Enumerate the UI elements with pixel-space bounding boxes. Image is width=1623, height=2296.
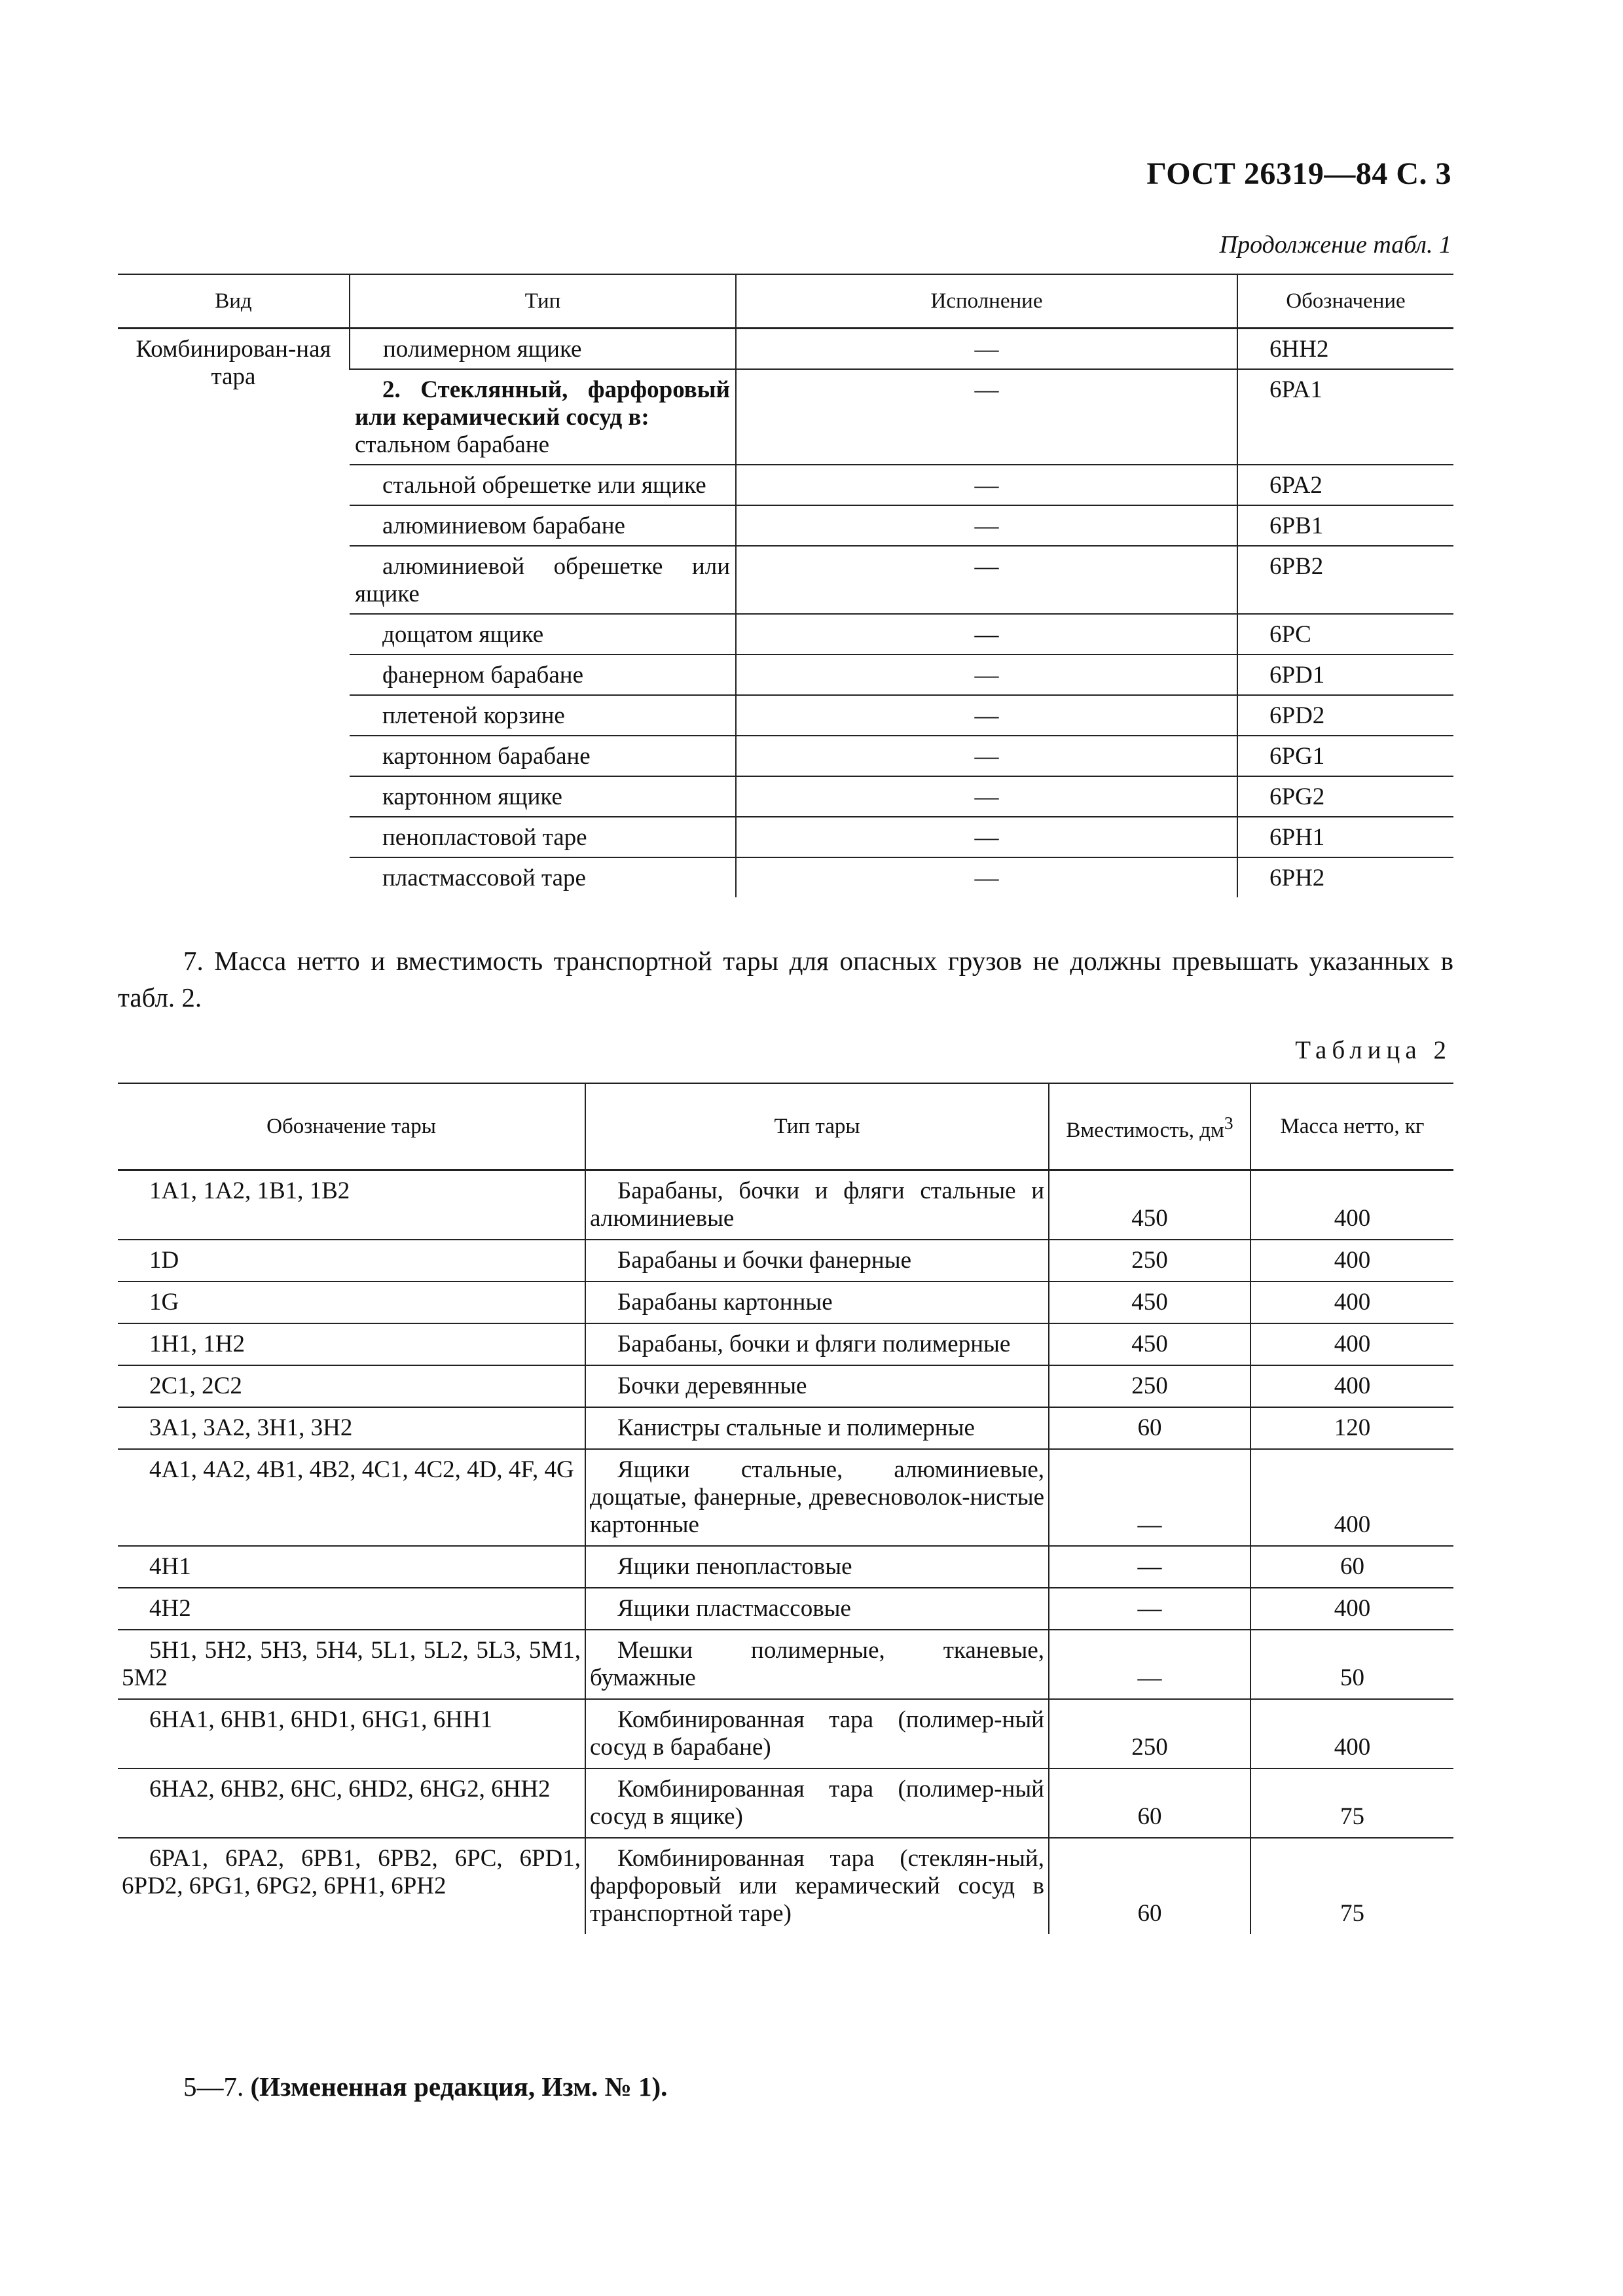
designation-cell: 6PG2 bbox=[1237, 776, 1453, 817]
capacity-cell: — bbox=[1049, 1630, 1250, 1699]
type-cell bbox=[350, 546, 736, 614]
mass-cell: 400 bbox=[1250, 1170, 1453, 1240]
mass-cell: 120 bbox=[1250, 1407, 1453, 1449]
mass-cell: 400 bbox=[1250, 1365, 1453, 1407]
designation-cell: 6PA2 bbox=[1237, 465, 1453, 505]
designation-text: 4A1, 4A2, 4B1, 4B2, 4C1, 4C2, 4D, 4F, 4G bbox=[149, 1456, 574, 1483]
designation-cell: 6PB2 bbox=[1237, 546, 1453, 614]
type-heading: 2. Стеклянный, фарфоровый или керамический сосуд в: bbox=[355, 376, 730, 431]
table-row bbox=[118, 1630, 1453, 1699]
note-text: (Измененная редакция, Изм. № 1). bbox=[250, 2072, 668, 2102]
table-row bbox=[118, 1240, 1453, 1282]
capacity-cell: 250 bbox=[1049, 1699, 1250, 1768]
execution-cell: — bbox=[736, 369, 1237, 465]
type-text: Ящики пластмассовые bbox=[617, 1595, 851, 1622]
type-text: стальном барабане bbox=[355, 431, 550, 458]
type-cell bbox=[350, 329, 736, 370]
designation-cell: 6PH2 bbox=[1237, 857, 1453, 897]
type-cell bbox=[585, 1240, 1049, 1282]
designation-cell: 6HH2 bbox=[1237, 329, 1453, 370]
type-text: Мешки полимерные, тканевые, бумажные bbox=[590, 1637, 1044, 1691]
execution-cell: — bbox=[736, 546, 1237, 614]
type-cell bbox=[350, 776, 736, 817]
mass-cell: 400 bbox=[1250, 1240, 1453, 1282]
capacity-cell: — bbox=[1049, 1546, 1250, 1588]
table-row bbox=[118, 1546, 1453, 1588]
type-cell bbox=[585, 1407, 1049, 1449]
designation-text: 6PA1, 6PA2, 6PB1, 6PB2, 6PC, 6PD1, 6PD2, 6PG1, 6PG2, 6PH1, 6PH2 bbox=[122, 1845, 581, 1899]
table-row bbox=[118, 1323, 1453, 1365]
type-text: Комбинированная тара (полимер-ный сосуд в ящике) bbox=[590, 1776, 1044, 1830]
type-cell bbox=[350, 857, 736, 897]
type-text: картонном ящике bbox=[382, 783, 562, 810]
type-text: Барабаны картонные bbox=[617, 1289, 833, 1316]
type-cell bbox=[350, 655, 736, 695]
type-cell bbox=[585, 1449, 1049, 1546]
capacity-unit-sup: 3 bbox=[1224, 1112, 1233, 1133]
type-cell bbox=[585, 1546, 1049, 1588]
note-prefix: 5—7. bbox=[183, 2072, 244, 2102]
mass-cell: 60 bbox=[1250, 1546, 1453, 1588]
execution-cell: — bbox=[736, 465, 1237, 505]
type-text: фанерном барабане bbox=[382, 662, 584, 689]
capacity-label: Вместимость, дм bbox=[1066, 1118, 1224, 1142]
paragraph-7: 7. Масса нетто и вместимость транспортной тары для опасных грузов не должны превышать указанных в табл. 2. bbox=[118, 946, 1453, 1013]
type-text: Барабаны, бочки и фляги полимерные bbox=[617, 1331, 1011, 1357]
column-header: Масса нетто, кг bbox=[1250, 1083, 1453, 1170]
mass-cell: 50 bbox=[1250, 1630, 1453, 1699]
type-text: Ящики пенопластовые bbox=[617, 1553, 852, 1580]
type-cell bbox=[350, 817, 736, 857]
type-text: алюминиевой обрешетке или ящике bbox=[355, 553, 730, 607]
capacity-cell: 450 bbox=[1049, 1323, 1250, 1365]
designation-text: 3A1, 3A2, 3H1, 3H2 bbox=[149, 1414, 353, 1441]
amendment-note bbox=[183, 2071, 667, 2102]
designation-cell bbox=[118, 1768, 585, 1838]
type-text: Бочки деревянные bbox=[617, 1372, 807, 1399]
type-text: пластмассовой таре bbox=[382, 865, 586, 891]
type-text: плетеной корзине bbox=[382, 702, 565, 729]
designation-text: 1D bbox=[149, 1247, 179, 1274]
type-text: Барабаны и бочки фанерные bbox=[617, 1247, 912, 1274]
designation-cell: 6PA1 bbox=[1237, 369, 1453, 465]
type-text: пенопластовой таре bbox=[382, 824, 587, 851]
table-row bbox=[118, 1170, 1453, 1240]
type-text: Комбинированная тара (полимер-ный сосуд в барабане) bbox=[590, 1706, 1044, 1761]
capacity-cell: 60 bbox=[1049, 1768, 1250, 1838]
type-cell bbox=[350, 614, 736, 655]
mass-cell: 75 bbox=[1250, 1838, 1453, 1934]
execution-cell: — bbox=[736, 655, 1237, 695]
capacity-cell: 60 bbox=[1049, 1838, 1250, 1934]
execution-cell: — bbox=[736, 695, 1237, 736]
designation-cell: 6PB1 bbox=[1237, 505, 1453, 546]
mass-cell: 400 bbox=[1250, 1323, 1453, 1365]
table-row bbox=[118, 1282, 1453, 1323]
column-header: Тип bbox=[350, 274, 736, 329]
table-continuation-label: Продолжение табл. 1 bbox=[1219, 231, 1451, 259]
designation-cell bbox=[118, 1449, 585, 1546]
type-cell bbox=[350, 369, 736, 465]
designation-cell bbox=[118, 1699, 585, 1768]
designation-cell bbox=[118, 1546, 585, 1588]
designation-cell: 6PD1 bbox=[1237, 655, 1453, 695]
capacity-cell: 250 bbox=[1049, 1365, 1250, 1407]
column-header: Обозначение тары bbox=[118, 1083, 585, 1170]
table-2 bbox=[118, 1083, 1453, 1934]
table-row bbox=[118, 1768, 1453, 1838]
type-text: стальной обрешетке или ящике bbox=[382, 472, 706, 499]
execution-cell: — bbox=[736, 776, 1237, 817]
column-header bbox=[1049, 1083, 1250, 1170]
table-1-header bbox=[118, 274, 1453, 329]
designation-text: 1H1, 1H2 bbox=[149, 1331, 245, 1357]
designation-text: 2C1, 2C2 bbox=[149, 1372, 242, 1399]
table-row bbox=[118, 1588, 1453, 1630]
type-text: дощатом ящике bbox=[382, 621, 544, 648]
type-cell bbox=[585, 1768, 1049, 1838]
table-row bbox=[118, 1449, 1453, 1546]
mass-cell: 400 bbox=[1250, 1699, 1453, 1768]
designation-cell: 6PH1 bbox=[1237, 817, 1453, 857]
table-2-label: Таблица 2 bbox=[1295, 1036, 1451, 1064]
designation-cell: 6PD2 bbox=[1237, 695, 1453, 736]
mass-cell: 400 bbox=[1250, 1282, 1453, 1323]
type-cell bbox=[585, 1170, 1049, 1240]
execution-cell: — bbox=[736, 736, 1237, 776]
type-text: Барабаны, бочки и фляги стальные и алюминиевые bbox=[590, 1177, 1044, 1232]
type-cell bbox=[350, 505, 736, 546]
execution-cell: — bbox=[736, 329, 1237, 370]
type-text: картонном барабане bbox=[382, 743, 591, 770]
mass-cell: 400 bbox=[1250, 1588, 1453, 1630]
designation-text: 4H1 bbox=[149, 1553, 191, 1580]
capacity-cell: 250 bbox=[1049, 1240, 1250, 1282]
type-cell bbox=[350, 465, 736, 505]
mass-cell: 400 bbox=[1250, 1449, 1453, 1546]
execution-cell: — bbox=[736, 857, 1237, 897]
designation-cell bbox=[118, 1630, 585, 1699]
designation-cell bbox=[118, 1407, 585, 1449]
designation-cell bbox=[118, 1170, 585, 1240]
designation-text: 1A1, 1A2, 1B1, 1B2 bbox=[149, 1177, 350, 1204]
designation-text: 6HA1, 6HB1, 6HD1, 6HG1, 6HH1 bbox=[149, 1706, 493, 1733]
table-1-continuation bbox=[118, 274, 1453, 897]
designation-cell bbox=[118, 1282, 585, 1323]
designation-cell bbox=[118, 1240, 585, 1282]
column-header: Вид bbox=[118, 274, 350, 329]
type-cell bbox=[585, 1282, 1049, 1323]
table-row bbox=[118, 329, 1453, 370]
table-row bbox=[118, 1699, 1453, 1768]
capacity-cell: — bbox=[1049, 1588, 1250, 1630]
capacity-cell: 450 bbox=[1049, 1282, 1250, 1323]
kind-cell: Комбинирован-ная тара bbox=[136, 336, 331, 390]
type-cell bbox=[585, 1699, 1049, 1768]
mass-cell: 75 bbox=[1250, 1768, 1453, 1838]
designation-cell: 6PC bbox=[1237, 614, 1453, 655]
page-header: ГОСТ 26319—84 С. 3 bbox=[1146, 156, 1451, 191]
type-text: алюминиевом барабане bbox=[382, 512, 625, 539]
designation-cell bbox=[118, 1323, 585, 1365]
capacity-cell: 60 bbox=[1049, 1407, 1250, 1449]
designation-text: 1G bbox=[149, 1289, 179, 1316]
column-header: Обозначение bbox=[1237, 274, 1453, 329]
execution-cell: — bbox=[736, 505, 1237, 546]
table-2-header bbox=[118, 1083, 1453, 1170]
type-cell bbox=[585, 1630, 1049, 1699]
execution-cell: — bbox=[736, 817, 1237, 857]
capacity-cell: — bbox=[1049, 1449, 1250, 1546]
type-text: полимерном ящике bbox=[383, 336, 582, 363]
designation-cell bbox=[118, 1588, 585, 1630]
designation-cell: 6PG1 bbox=[1237, 736, 1453, 776]
designation-cell bbox=[118, 1838, 585, 1934]
type-text: Комбинированная тара (стеклян-ный, фарфоровый или керамический сосуд в транспортной таре) bbox=[590, 1845, 1044, 1927]
designation-cell bbox=[118, 1365, 585, 1407]
column-header: Тип тары bbox=[585, 1083, 1049, 1170]
table-row bbox=[118, 1365, 1453, 1407]
table-row bbox=[118, 1407, 1453, 1449]
type-text: Канистры стальные и полимерные bbox=[617, 1414, 975, 1441]
type-cell bbox=[585, 1365, 1049, 1407]
column-header: Исполнение bbox=[736, 274, 1237, 329]
designation-text: 5H1, 5H2, 5H3, 5H4, 5L1, 5L2, 5L3, 5M1, 5M2 bbox=[122, 1637, 581, 1691]
type-cell bbox=[350, 695, 736, 736]
type-cell bbox=[585, 1323, 1049, 1365]
type-text: Ящики стальные, алюминиевые, дощатые, фанерные, древесноволок-нистые картонные bbox=[590, 1456, 1044, 1538]
type-cell bbox=[350, 736, 736, 776]
type-cell bbox=[585, 1838, 1049, 1934]
table-row bbox=[118, 1838, 1453, 1934]
designation-text: 4H2 bbox=[149, 1595, 191, 1622]
type-cell bbox=[585, 1588, 1049, 1630]
execution-cell: — bbox=[736, 614, 1237, 655]
capacity-cell: 450 bbox=[1049, 1170, 1250, 1240]
designation-text: 6HA2, 6HB2, 6HC, 6HD2, 6HG2, 6HH2 bbox=[149, 1776, 551, 1803]
